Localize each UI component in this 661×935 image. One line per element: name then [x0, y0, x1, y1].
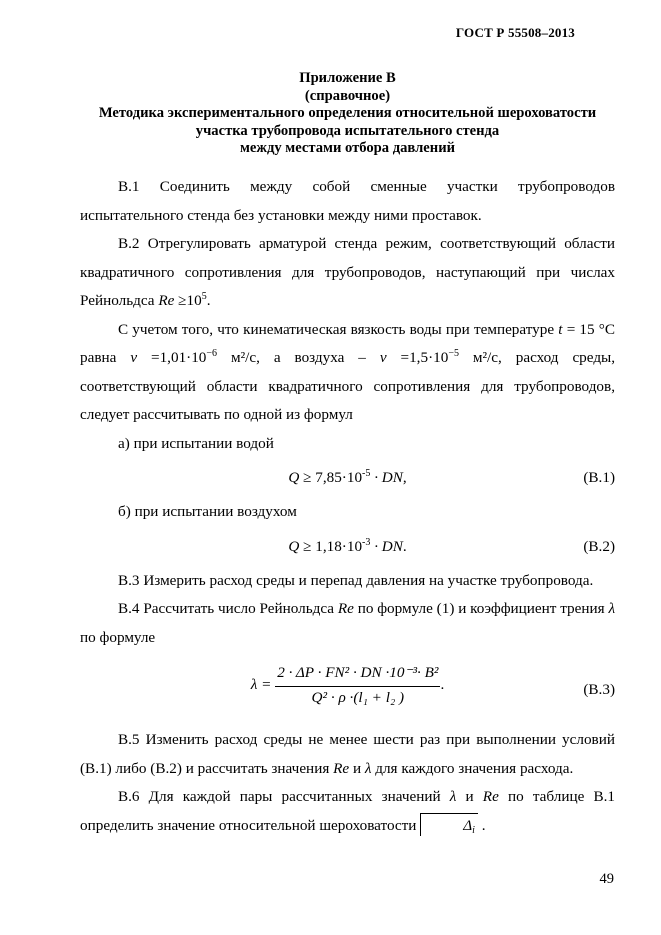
- paragraph-b5: В.5 Изменить расход среды не менее шести раз при выполнении условий (В.1) либо (В.2) и рассчитать значения Re и λ для каждого значения расхода.: [80, 731, 615, 777]
- appendix-title: Приложение В: [299, 70, 396, 86]
- paragraph-text: , расход среды, соответствующий области квадратичного сопротивления для трубопроводов, следует рассчитывать по одной из формул: [80, 349, 616, 423]
- paragraph-text: В.2 Отрегулировать арматурой стенда режим, соответствующий области квадратичного сопротивления для трубопроводов, наступающий при числах Рейнольдса: [80, 235, 615, 309]
- appendix-heading-line: участка трубопровода испытательного стенда: [195, 122, 500, 139]
- temperature-symbol: t: [558, 320, 563, 338]
- document-code: ГОСТ Р 55508–2013: [455, 25, 575, 40]
- paragraph-b4: В.4 Рассчитать число Рейнольдса Re по формуле (1) и коэффициент трения λ по формуле: [80, 600, 616, 646]
- paragraph-b3: В.3 Измерить расход среды и перепад давления на участке трубопровода.: [118, 571, 594, 589]
- temperature-value: = 15 °С равна: [80, 320, 615, 366]
- fraction-denominator: Q² · ρ ·(l₁ + l₂ ): [311, 689, 405, 706]
- document-body: [80, 173, 615, 840]
- fraction: [275, 662, 440, 709]
- paragraph-viscosity: [80, 316, 615, 430]
- equation-number: (В.1): [583, 469, 615, 486]
- equation-number: (В.2): [583, 537, 615, 555]
- paragraph-b1: В.1 Соединить между собой сменные участки трубопроводов испытательного стенда без установки между ними проставок.: [80, 178, 615, 224]
- appendix-status: (справочное): [304, 87, 391, 104]
- appendix-heading-line: Методика экспериментального определения относительной шероховатости: [98, 105, 597, 121]
- fraction-numerator: 2 · ΔP · FN² · DN ·10⁻³· B²: [275, 662, 440, 687]
- paragraph-text: С учетом того, что кинематическая вязкость воды при температуре: [118, 320, 555, 338]
- paragraph-text: , а воздуха –: [256, 349, 366, 366]
- list-item-b: б) при испытании воздухом: [118, 503, 297, 520]
- air-viscosity: $\nu =1,5\cdot 10^{-5}$ м²/с: [379, 348, 499, 366]
- relative-roughness-symbol: $\Delta_i$: [420, 813, 478, 836]
- equation-b1: $Q \ge 7,85\cdot 10^{-5}$ · DN, (В.1): [80, 458, 615, 498]
- paragraph-b2: В.2 Отрегулировать арматурой стенда режим, соответствующий области квадратичного сопротивления для трубопроводов, наступающий при числах Рейнольдса $Re \ge 10^5$.: [80, 235, 615, 309]
- page-number: 49: [599, 871, 614, 887]
- equation-b3: λ = $\frac{\text{2 · ΔP · FN² · DN ·10⁻³· B²}}{\text{Q² · ρ ·(l₁ + l₂ )}}$ . (В.3): [80, 658, 615, 722]
- water-viscosity: $\nu =1,01\cdot 10^{-6}$ м²/с: [130, 348, 257, 366]
- equation-b2: $Q \ge 1,18\cdot 10^{-3}$ · DN. (В.2): [80, 527, 615, 567]
- appendix-heading: [80, 70, 615, 158]
- appendix-heading-line: между местами отбора давлений: [239, 140, 456, 156]
- paragraph-b6: В.6 Для каждой пары рассчитанных значений λ и Re по таблице В.1 определить значение относительной шероховатости $\Delta_i$ .: [80, 788, 616, 836]
- reynolds-condition: $Re \ge 10^5$: [158, 291, 207, 309]
- list-item-a: а) при испытании водой: [118, 434, 274, 452]
- equation-number: (В.3): [583, 681, 615, 698]
